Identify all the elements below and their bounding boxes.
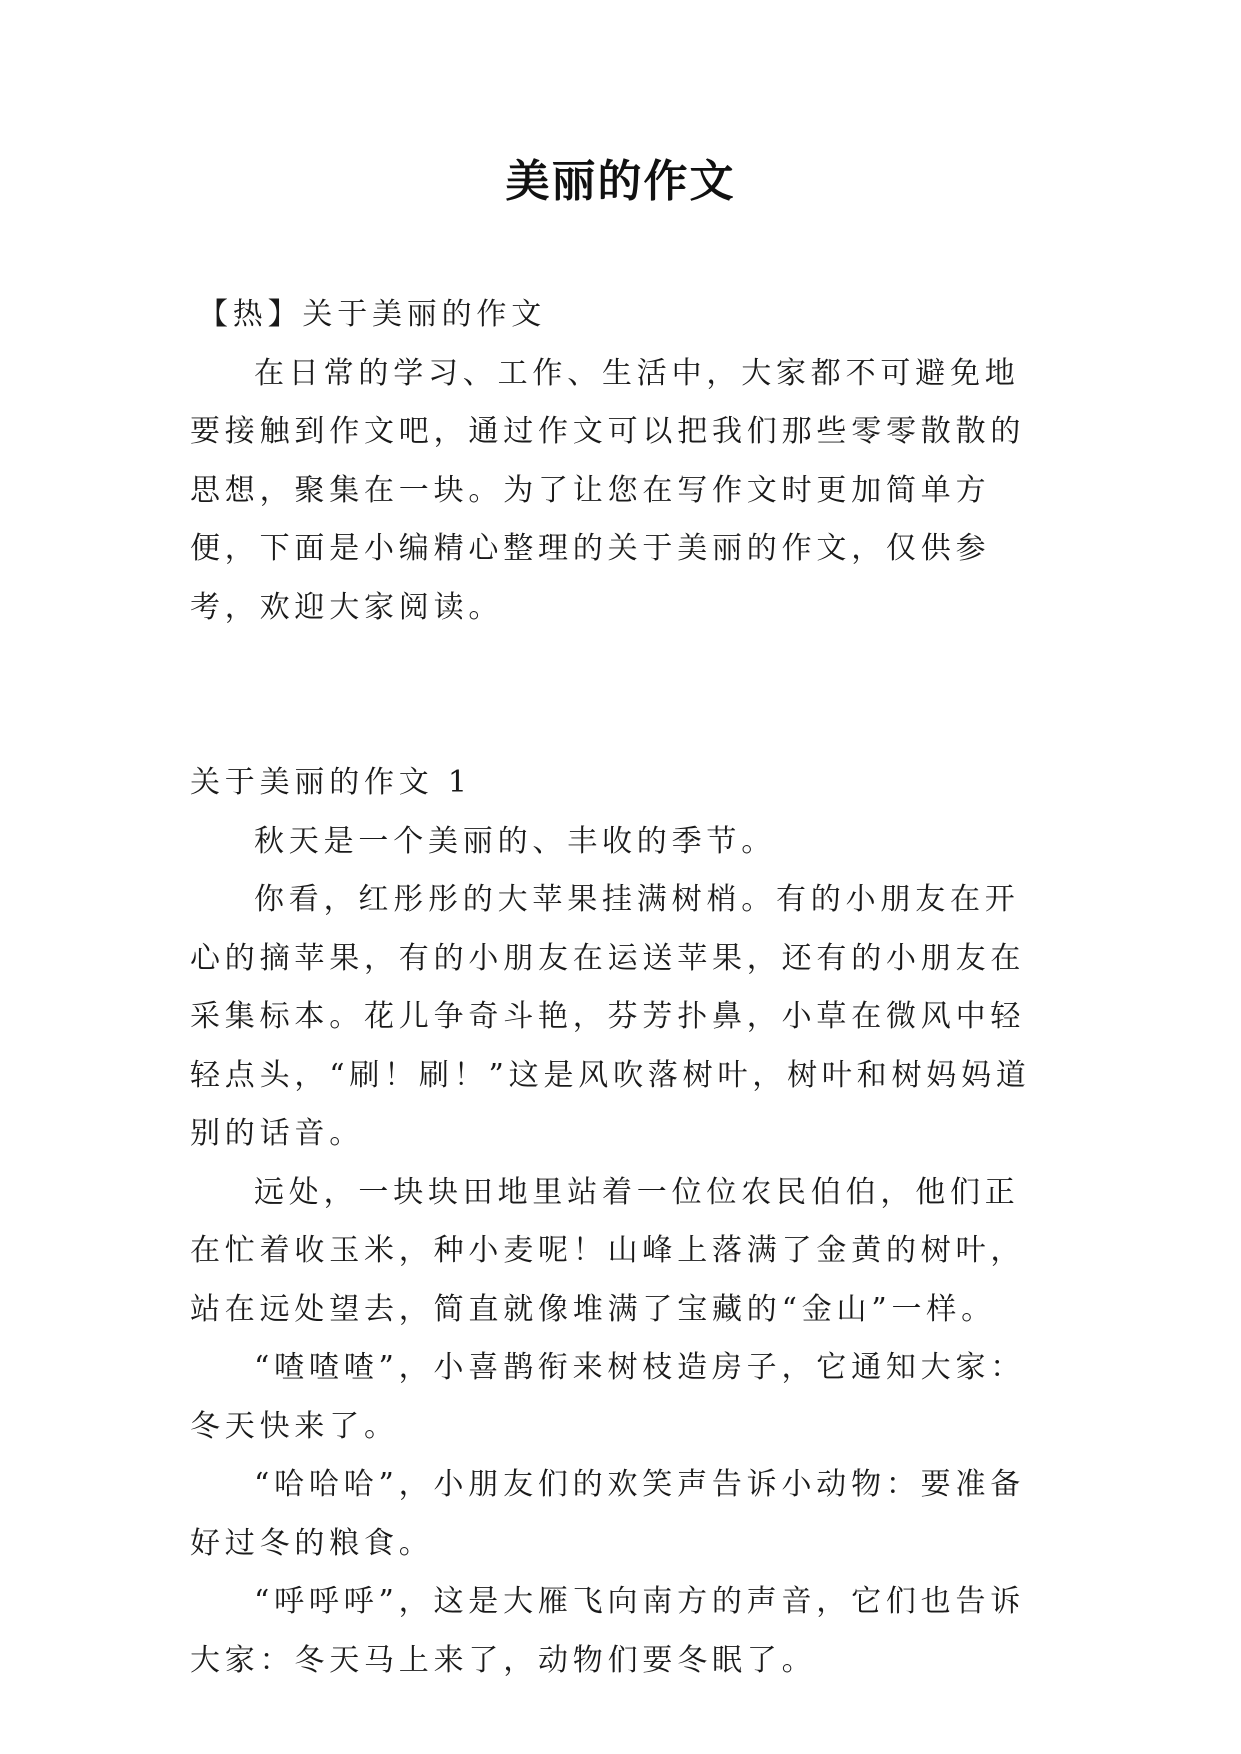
section-spacer — [190, 637, 1050, 754]
body-paragraph-3: 远处，一块块田地里站着一位位农民伯伯，他们正在忙着收玉米，种小麦呢！山峰上落满了金黄的树叶，站在远处望去，简直就像堆满了宝藏的“金山”一样。 — [190, 1174, 1026, 1327]
document-body — [190, 286, 1050, 1690]
section-heading: 关于美丽的作文 1 — [190, 765, 472, 800]
body-paragraph-2: 你看，红彤彤的大苹果挂满树梢。有的小朋友在开心的摘苹果，有的小朋友在运送苹果，还有的小朋友在采集标本。花儿争奇斗艳，芬芳扑鼻，小草在微风中轻轻点头，“刷！刷！”这是风吹落树叶，树叶和树妈妈道别的话音。 — [190, 882, 1031, 1151]
body-paragraph-4: “喳喳喳”，小喜鹊衔来树枝造房子，它通知大家：冬天快来了。 — [190, 1350, 1026, 1444]
document-title: 美丽的作文 — [505, 156, 736, 207]
document-subtitle: 【热】关于美丽的作文 — [198, 297, 546, 332]
body-paragraph-5: “哈哈哈”，小朋友们的欢笑声告诉小动物：要准备好过冬的粮食。 — [190, 1467, 1026, 1561]
intro-paragraph: 在日常的学习、工作、生活中，大家都不可避免地要接触到作文吧，通过作文可以把我们那些零零散散的思想，聚集在一块。为了让您在写作文时更加简单方便，下面是小编精心整理的关于美丽的作文，仅供参考，欢迎大家阅读。 — [190, 355, 1026, 625]
body-paragraph-6: “呼呼呼”，这是大雁飞向南方的声音，它们也告诉大家：冬天马上来了，动物们要冬眠了。 — [190, 1584, 1026, 1678]
body-paragraph-1: 秋天是一个美丽的、丰收的季节。 — [254, 823, 776, 859]
